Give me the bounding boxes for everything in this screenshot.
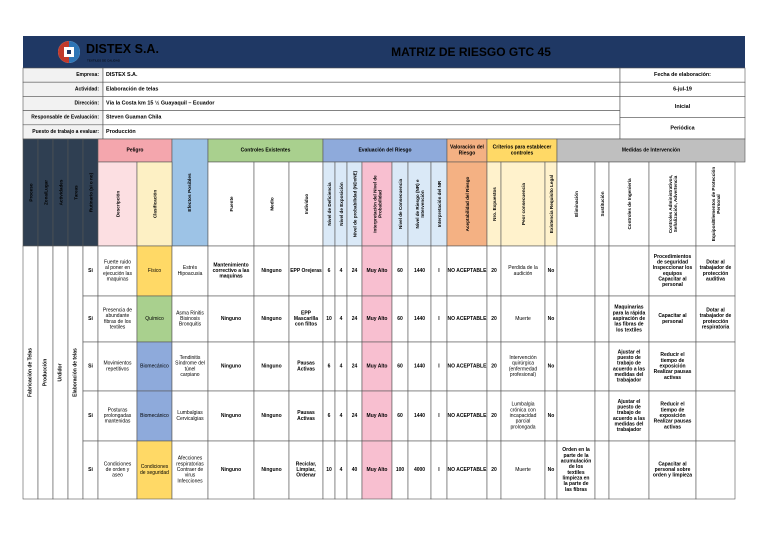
cell-fuente-text: Ninguno [220, 363, 242, 370]
cell-epp [696, 342, 735, 391]
header-legal-label [549, 175, 554, 233]
cell-ing-text: Ajustar el puesto de trabajo de acuerdo a las medidas del trabajador [613, 398, 645, 434]
cell-nd-text: 6 [327, 413, 331, 419]
header-nc-label [398, 179, 403, 229]
cell-efectos-text: Lumbalgias Cervicalgias [176, 410, 204, 422]
cell-descripcion-text: Condiciones de orden y aseo [103, 461, 132, 479]
cell-fuente-text: Ninguno [220, 467, 242, 473]
header-medio-label [269, 197, 274, 210]
cell-epp [696, 441, 735, 499]
distex-logo-icon [58, 41, 80, 63]
cell-legal-text: No [547, 316, 555, 322]
cell-rutinario-text: Si [88, 467, 93, 473]
info-value: Producción [106, 128, 136, 135]
cell-acept-text: NO ACEPTABLE [447, 467, 487, 473]
header-np-label [352, 170, 357, 237]
cell-sust [595, 246, 609, 296]
svg-text:Elaboración de telas: Elaboración de telas [72, 348, 79, 397]
cell-descripcion-text: Fuerte ruido al poner en ejecución las maquinas [103, 259, 132, 283]
cell-rutinario-text: Si [88, 316, 93, 322]
cell-medio-text: Ninguno [261, 363, 282, 370]
header-efectos-label [187, 173, 193, 212]
cell-nc-text: 60 [397, 268, 403, 274]
cell-sust [595, 342, 609, 391]
cell-ne-text: 4 [339, 363, 343, 370]
header-acept-label [465, 176, 470, 231]
cell-epp-text: Dotar al trabajador de protección respiratoria [699, 307, 732, 331]
cell-individuo-text: Pausas Activas [297, 360, 315, 373]
header-admin-label [667, 175, 677, 234]
cell-fuente-text: Mantenimiento correctivo a las maquinas [212, 262, 250, 280]
cell-elim [557, 391, 595, 441]
cell-descripcion-text: Presencia de abundante fibras de los textiles [102, 307, 133, 331]
svg-text:Controles Administrativos,Seña: Controles Administrativos,Señalización, Advertencia [667, 174, 678, 234]
cell-nc-text: 60 [397, 413, 403, 419]
cell-acept-text: NO ACEPTABLE [447, 413, 487, 419]
cell-individuo-text: Pausas Activas [297, 410, 315, 422]
cell-clasificacion-text: Químico [145, 316, 164, 322]
cell-legal-text: No [547, 413, 555, 419]
svg-text:Peor consecuencia: Peor consecuencia [520, 183, 526, 225]
cell-legal-text: No [547, 268, 555, 274]
cell-ne-text: 4 [339, 413, 343, 419]
company-logo-text: DISTEX S.A. [86, 42, 159, 56]
header-peor-label [521, 183, 526, 225]
svg-text:Nivel de Deficiencia: Nivel de Deficiencia [326, 182, 332, 226]
header-individuo-label [304, 194, 309, 215]
date-value: 6-jul-19 [673, 86, 692, 93]
cell-ing-text: Maquinarias para la rápida aspiración de las fibras de los textiles [612, 304, 646, 334]
cell-individuo-text: EPP Mascarilla con filtos [293, 310, 319, 328]
info-value-cell [103, 125, 620, 139]
header-ing-label [627, 178, 632, 229]
header-tareas-label [73, 185, 78, 200]
cell-nexp-text: 20 [491, 268, 497, 274]
cell-inr-text: I [438, 467, 440, 473]
svg-text:Sustitución: Sustitución [599, 191, 605, 217]
cell-peor-text: Lumbalgia crónica con incapacidad parcial prolongada [509, 401, 537, 431]
svg-text:Equipos/Elementos de Protecció: Equipos/Elementos de ProtecciónPersonal [710, 166, 721, 242]
cell-inr-text: I [438, 363, 440, 370]
svg-text:Interpretación del Nivel dePro: Interpretación del Nivel deProbabilidad [371, 175, 383, 233]
merged-zona-label [43, 359, 49, 387]
cell-efectos-text: Asma Rinitis Bisinosis Bronquitis [176, 310, 204, 328]
header-zona-label [43, 180, 48, 205]
cell-ne-text: 4 [339, 316, 343, 322]
cell-descripcion-text: Movimientos repetitivos [103, 360, 132, 373]
cell-nr-text: 1440 [413, 316, 426, 322]
svg-text:Proceso: Proceso [28, 183, 33, 202]
cell-rutinario-text: Si [88, 413, 93, 419]
cell-peor-text: Intervención quirúrgica (enfermedad profesional) [508, 355, 538, 378]
cell-rutinario-text: Si [88, 268, 93, 274]
group-controles-label: Controles Existentes [240, 147, 291, 154]
header-rutinario-label [88, 172, 93, 212]
svg-text:Urdidor: Urdidor [57, 363, 64, 382]
header-clasificacion-label [152, 190, 157, 219]
cell-inp-text: Muy Alto [366, 363, 388, 370]
cell-acept-text: NO ACEPTABLE [447, 316, 487, 322]
cell-nd-text: 6 [327, 363, 331, 370]
cell-clasificacion-text: Biomecánico [140, 363, 169, 370]
cell-ne-text: 4 [339, 268, 343, 274]
svg-text:Controles de Ingeniería: Controles de Ingeniería [626, 178, 632, 230]
svg-text:Nro. Expuestos: Nro. Expuestos [491, 187, 497, 221]
info-value-cell [103, 82, 620, 96]
cell-nexp-text: 20 [491, 316, 497, 322]
cell-nr-text: 1440 [413, 363, 426, 370]
cell-medio-text: Ninguno [261, 316, 282, 322]
cell-acept-text: NO ACEPTABLE [447, 363, 487, 370]
info-value: Elaboración de telas [106, 86, 159, 93]
merged-tareas-label [73, 348, 79, 397]
cell-medio-text: Ninguno [261, 467, 282, 473]
header-actividades-label [58, 179, 63, 205]
svg-text:Producción: Producción [42, 358, 49, 387]
info-value-cell [103, 111, 620, 125]
cell-admin-text: Capacitar al personal sobre orden y limpieza [652, 461, 693, 479]
cell-peor-text: Muerte [515, 316, 531, 322]
svg-text:Efectos Posibles: Efectos Posibles [187, 173, 193, 212]
header-sust-label [600, 191, 605, 216]
cell-efectos-text: Afecciones respiratorias Contraer de virus Infecciones [176, 455, 204, 485]
svg-text:Interpretación del NR: Interpretación del NR [436, 180, 442, 228]
cell-legal-text: No [547, 363, 555, 370]
info-label: Actividad: [74, 86, 99, 93]
info-label: Responsable de Evaluación: [31, 114, 99, 121]
cell-efectos-text: Estrés Hipoacusia [177, 265, 203, 277]
svg-text:Individuo: Individuo [303, 193, 309, 215]
svg-text:Medio: Medio [269, 197, 274, 211]
cell-nc-text: 60 [397, 316, 403, 322]
cell-medio-text: Ninguno [261, 413, 282, 419]
cell-fuente-text: Ninguno [220, 413, 242, 419]
cell-medio-text: Ninguno [261, 268, 282, 274]
svg-text:Rutinario (si o no): Rutinario (si o no) [88, 172, 93, 213]
cell-admin-text: Capacitar al personal [658, 313, 687, 325]
cell-nr-text: 1440 [413, 413, 426, 419]
group-peligro-label: Peligro [126, 147, 144, 154]
cell-clasificacion-text: Físico [147, 268, 162, 274]
group-medidas-label: Medidas de Intervención [621, 147, 681, 154]
header-nexp-label [492, 187, 497, 221]
cell-nd-text: 10 [326, 316, 332, 322]
svg-text:Nivel de probabilidad (NDxNE): Nivel de probabilidad (NDxNE) [352, 170, 357, 238]
cell-ne-text: 4 [339, 467, 343, 473]
cell-admin-text: Reducir el tiempo de exposición Realizar pausas activas [653, 352, 692, 381]
periodic-label: Periódica [670, 125, 695, 132]
merged-actividades-label [58, 363, 64, 381]
cell-inp-text: Muy Alto [366, 467, 388, 473]
svg-text:Tareas: Tareas [73, 185, 78, 200]
merged-proceso-label [28, 348, 34, 397]
info-value: Vía la Costa km 15 ½ Guayaquil – Ecuador [106, 100, 215, 107]
cell-epp-text: Dotar al trabajador de protección auditiva [699, 259, 732, 283]
header-proceso-label [28, 183, 33, 201]
svg-text:Nivel de Exposición: Nivel de Exposición [338, 182, 344, 226]
cell-ing [609, 246, 649, 296]
cell-sust [595, 296, 609, 342]
svg-text:Eliminación: Eliminación [573, 191, 579, 217]
cell-individuo-text: Reciclar, Limpiar, Ordenar [295, 461, 317, 479]
svg-text:Clasificación: Clasificación [152, 189, 157, 219]
cell-efectos-text: Tendinitis Síndrome del túnel carpiano [175, 355, 205, 378]
cell-clasificacion-text: Condiciones de seguridad [140, 464, 169, 476]
cell-individuo-text: EPP Orejeras [290, 268, 322, 274]
header-inr-label [437, 180, 442, 227]
cell-ing [609, 441, 649, 499]
cell-admin-text: Procedimientos de seguridad Inspeccionar los equipos Capacitar al personal [652, 253, 693, 289]
cell-inr-text: I [438, 268, 440, 274]
info-value: DISTEX S.A. [106, 72, 138, 79]
cell-peor-text: Perdida de la audición [508, 265, 538, 277]
cell-np-text: 24 [351, 316, 358, 322]
svg-text:Nivel de Consecuencia: Nivel de Consecuencia [397, 178, 403, 230]
cell-acept-text: NO ACEPTABLE [447, 268, 487, 274]
cell-nr-text: 4000 [413, 467, 426, 473]
cell-elim [557, 296, 595, 342]
cell-nexp-text: 20 [491, 467, 497, 473]
cell-elim-text: Orden en la parte de la acumulación de los textiles limpieza en la parte de las fibras [560, 447, 592, 493]
cell-inp-text: Muy Alto [366, 268, 388, 274]
svg-text:Fuente: Fuente [228, 196, 234, 212]
cell-nexp-text: 20 [491, 413, 497, 419]
svg-text:Existencia Requisito Legal: Existencia Requisito Legal [548, 174, 554, 234]
header-elim-label [574, 191, 579, 217]
info-value-cell [103, 68, 620, 82]
cell-rutinario-text: Si [88, 363, 93, 370]
header-nd-label [327, 182, 332, 226]
initial-label: Inicial [674, 104, 691, 111]
cell-admin-text: Reducir el tiempo de exposición Realizar pausas activas [653, 401, 692, 431]
header-ne-label [339, 182, 344, 226]
cell-inr-text: I [438, 316, 440, 322]
svg-text:Actividades: Actividades [58, 179, 63, 206]
date-label: Fecha de elaboración: [654, 72, 711, 79]
cell-nexp-text: 20 [491, 363, 497, 370]
cell-inp-text: Muy Alto [366, 413, 388, 419]
cell-nc-text: 100 [395, 467, 405, 473]
cell-np-text: 24 [351, 413, 358, 419]
cell-inr-text: I [438, 413, 440, 419]
svg-text:Descripción: Descripción [115, 190, 120, 218]
cell-nd-text: 10 [326, 467, 332, 473]
svg-text:Fabricación de Telas: Fabricación de Telas [27, 347, 34, 398]
info-label: Empresa: [76, 72, 99, 79]
company-tagline: TEXTILES DE CALIDAD [87, 58, 121, 63]
cell-legal-text: No [547, 467, 555, 473]
group-valoracion-label: Valoración del Riesgo [450, 144, 484, 157]
header-fuente-label [229, 196, 234, 212]
cell-nr-text: 1440 [413, 268, 426, 274]
page-title: MATRIZ DE RIESGO GTC 45 [391, 45, 551, 59]
cell-np-text: 40 [351, 467, 358, 473]
cell-inp-text: Muy Alto [366, 316, 388, 322]
header-descripcion-label [115, 191, 120, 217]
cell-fuente-text: Ninguno [220, 316, 242, 322]
cell-np-text: 24 [351, 268, 358, 274]
cell-nd-text: 6 [327, 268, 331, 274]
cell-sust [595, 391, 609, 441]
cell-peor-text: Muerte [515, 467, 531, 473]
cell-np-text: 24 [351, 363, 358, 370]
cell-ing-text: Ajustar el puesto de trabajo de acuerdo a las medidas del trabajador [613, 349, 645, 384]
cell-elim [557, 342, 595, 391]
cell-nc-text: 60 [397, 363, 403, 370]
cell-descripcion-text: Posturas prolongadas mantenidas [103, 407, 132, 425]
info-label: Dirección: [74, 100, 99, 107]
cell-epp [696, 391, 735, 441]
info-label: Puesto de trabajo a evaluar: [32, 128, 99, 135]
group-evaluacion-label: Evaluación del Riesgo [358, 147, 412, 154]
svg-text:Zona/Lugar: Zona/Lugar [43, 179, 48, 206]
svg-text:Aceptabilidad del Riesgo: Aceptabilidad del Riesgo [464, 176, 470, 232]
cell-clasificacion-text: Biomecánico [140, 413, 169, 419]
cell-sust [595, 441, 609, 499]
cell-elim [557, 246, 595, 296]
info-value: Steven Guaman Chila [106, 114, 162, 121]
group-criterios-label: Criterios para establecer controles [492, 144, 552, 157]
svg-text:Nivel de Riesgo (NR) eInterven: Nivel de Riesgo (NR) eIntervención [414, 179, 425, 229]
